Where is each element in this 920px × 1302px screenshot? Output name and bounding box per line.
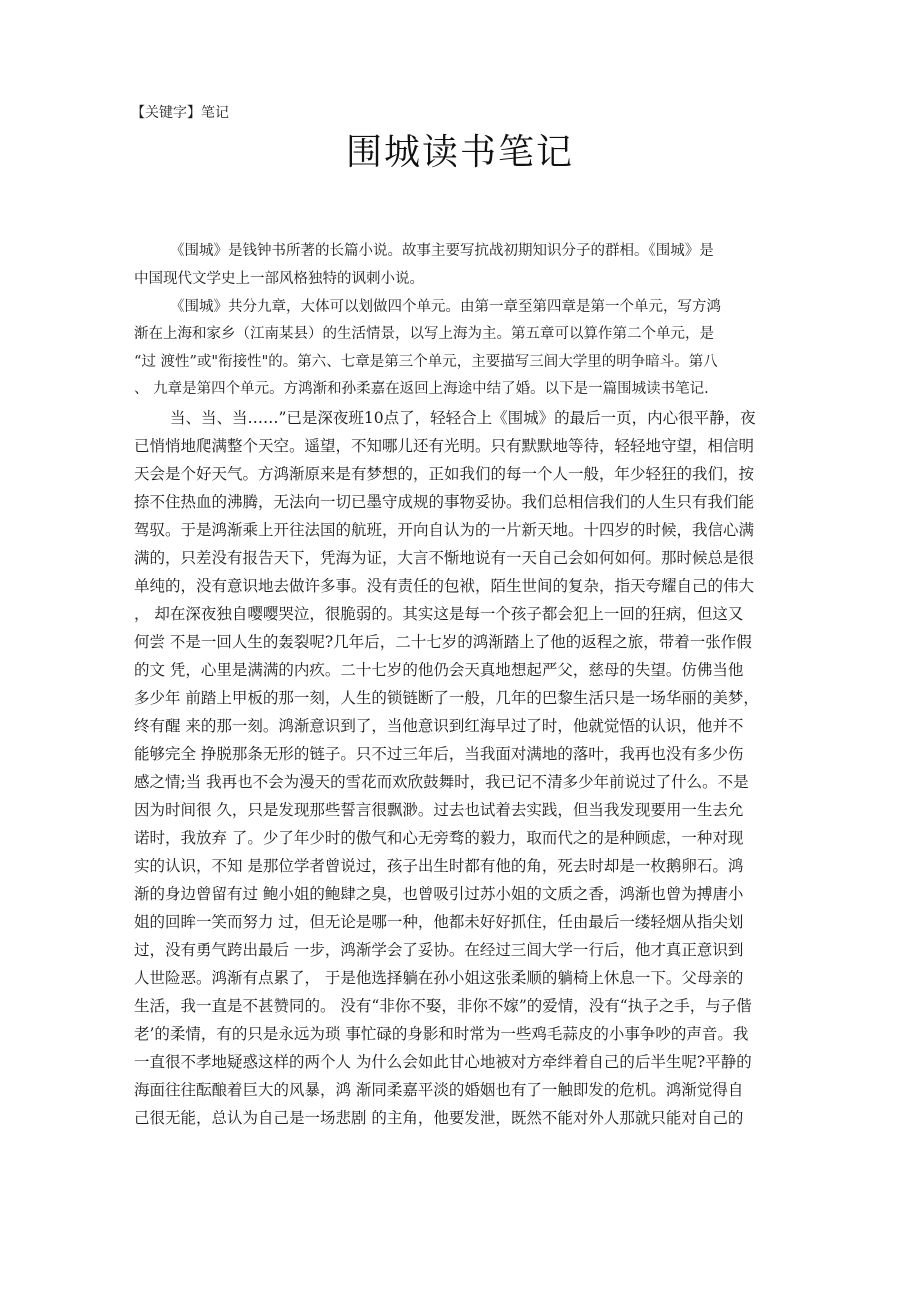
text-line: 一直很不孝地疑惑这样的两个人 为什么会如此甘心地被对方牵绊着自己的后半生呢?平静的 [134,1053,752,1071]
text-line: 满的，只差没有报告天下，凭海为证，大言不惭地说有一天自己会如何如何。那时候总是很 [134,549,755,567]
text-line: 因为时间很 久，只是发现那些誓言很飘渺。过去也试着去实践，但当我发现要用一生去允 [134,801,744,819]
text-line: 中国现代文学史上一部风格独特的讽刺小说。 [134,271,424,287]
text-line: 海面往往酝酿着巨大的风暴，鸿 渐同柔嘉平淡的婚姻也有了一触即发的危机。鸿渐觉得自 [134,1081,744,1099]
text-line: 《围城》是钱钟书所著的长篇小说。故事主要写抗战初期知识分子的群相。《围城》是 [170,243,714,259]
text-line: 能够完全 挣脱那条无形的链子。只不过三年后，当我面对满地的落叶，我再也没有多少伤 [134,745,744,763]
text-line: 天会是个好天气。方鸿渐原来是有梦想的，正如我们的每一个人一般，年少轻狂的我们，按 [134,465,755,483]
text-line: 生活，我一直是不甚赞同的。 没有“非你不娶，非你不嫁”的爱情，没有“执子之手，与子偕 [134,997,752,1015]
text-line: 已悄悄地爬满整个天空。遥望，不知哪儿还有光明。只有默默地等待，轻轻地守望，相信明 [134,437,755,455]
text-line: 人世险恶。鸿渐有点累了， 于是他选择躺在孙小姐这张柔顺的躺椅上休息一下。父母亲的 [134,969,744,987]
text-line: 感之情;当 我再也不会为漫天的雪花而欢欣鼓舞时，我已记不清多少年前说过了什么。不是 [134,773,749,791]
keyword-label: 【关键字】笔记 [131,105,229,121]
text-line: 当、当、当……”已是深夜班10点了，轻轻合上《围城》的最后一页，内心很平静，夜 [170,409,756,427]
text-line: 渐的身边曾留有过 鲍小姐的鲍肆之臭，也曾吸引过苏小姐的文质之香，鸿渐也曾为搏唐小 [134,885,744,903]
text-line: 多少年 前踏上甲板的那一刻，人生的锁链断了一般，几年的巴黎生活只是一场华丽的美梦， [134,689,759,707]
text-line: 诺时，我放弃 了。少了年少时的傲气和心无旁骛的毅力，取而代之的是种顾虑，一种对现 [134,829,744,847]
text-line: 、 九章是第四个单元。方鸿渐和孙柔嘉在返回上海途中结了婚。以下是一篇围城读书笔记. [134,381,709,397]
text-line: 何尝 不是一回人生的轰裂呢?几年后，二十七岁的鸿渐踏上了他的返程之旅，带着一张作假 [134,633,752,651]
text-line: 老’的柔情，有的只是永远为琐 事忙碌的身影和时常为一些鸡毛蒜皮的小事争吵的声音。我 [134,1025,749,1043]
text-line: 终有醒 来的那一刻。鸿渐意识到了，当他意识到红海早过了时，他就觉悟的认识，他并不 [134,717,744,735]
text-line: 过，没有勇气跨出最后 一步，鸿渐学会了妥协。在经过三闾大学一行后，他才真正意识到 [134,941,744,959]
text-line: 渐在上海和家乡（江南某县）的生活情景，以写上海为主。第五章可以算作第二个单元，是 [134,326,714,342]
text-line: “过 渡性”或"衔接性"的。第六、七章是第三个单元，主要描写三闾大学里的明争暗斗。第八 [134,354,718,370]
text-line: 驾驭。于是鸿渐乘上开往法国的航班，开向自认为的一片新天地。十四岁的时候，我信心满 [134,521,755,539]
text-line: 姐的回眸一笑而努力 过，但无论是哪一种，他都未好好抓住，任由最后一缕轻烟从指尖划 [134,913,744,931]
text-line: ， 却在深夜独自嘤嘤哭泣，很脆弱的。其实这是每一个孩子都会犯上一回的狂病，但这又 [134,605,744,623]
text-line: 单纯的，没有意识地去做许多事。没有责任的包袱，陌生世间的复杂，指天夸耀自己的伟大 [134,577,755,595]
text-line: 《围城》共分九章，大体可以划做四个单元。由第一章至第四章是第一个单元，写方鸿 [170,299,721,315]
text-line: 实的认识，不知 是那位学者曾说过，孩子出生时都有他的角，死去时却是一枚鹅卵石。鸿 [134,857,744,875]
text-line: 己很无能，总认为自己是一场悲剧 的主角，他要发泄，既然不能对外人那就只能对自己的 [134,1109,744,1127]
text-line: 的文 凭，心里是满满的内疚。二十七岁的他仍会天真地想起严父，慈母的失望。仿佛当他 [134,661,744,679]
text-line: 捺不住热血的沸腾，无法向一切已墨守成规的事物妥协。我们总相信我们的人生只有我们能 [134,493,755,511]
document-title: 围城读书笔记 [345,132,574,173]
